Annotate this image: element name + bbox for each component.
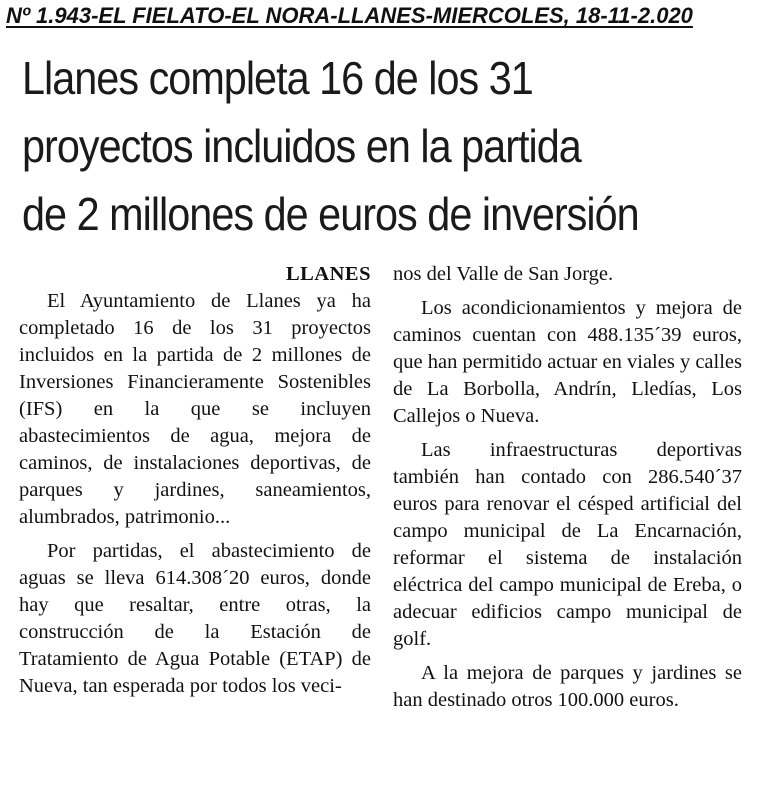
article-paragraph-continuation: nos del Valle de San Jorge. bbox=[393, 263, 614, 285]
headline-line-1: Llanes completa 16 de los 31 bbox=[22, 52, 533, 104]
article-paragraph: A la mejora de parques y jardines se han destinado otros 100.000 euros. bbox=[393, 662, 742, 711]
article-paragraph: Por partidas, el abastecimiento de aguas se lleva 614.308´20 euros, donde hay que resaltar, entre otras, la construcción de la Estación de Tratamiento de Agua Potable (ETAP) de Nueva, tan esperada por todos los veci- bbox=[19, 540, 371, 697]
masthead: Nº 1.943-EL FIELATO-EL NORA-LLANES-MIERCOLES, 18-11-2.020 bbox=[6, 3, 693, 28]
headline-line-3: de 2 millones de euros de inversión bbox=[22, 188, 639, 240]
article-column-right bbox=[393, 261, 742, 714]
byline: LLANES bbox=[285, 263, 371, 285]
article-column-left bbox=[19, 261, 371, 700]
article-paragraph: Las infraestructuras deportivas también han contado con 286.540´37 euros para renovar el césped artificial del campo municipal de La Encarnación, reformar el sistema de instalación eléctrica del campo municipal de Ereba, o adecuar edificios campo municipal de golf. bbox=[393, 439, 742, 650]
article-paragraph: El Ayuntamiento de Llanes ya ha completado 16 de los 31 proyectos incluidos en la partida de 2 millones de Inversiones Financieramente Sostenibles (IFS) en la que se incluyen abastecimientos de agua, mejora de caminos, de instalaciones deportivas, de parques y jardines, saneamientos, alumbrados, patrimonio... bbox=[19, 290, 371, 528]
article-paragraph: Los acondicionamientos y mejora de caminos cuentan con 488.135´39 euros, que han permitido actuar en viales y calles de La Borbolla, Andrín, Lledías, Los Callejos o Nueva. bbox=[393, 297, 742, 427]
headline-line-2: proyectos incluidos en la partida bbox=[22, 120, 581, 172]
headline bbox=[22, 44, 688, 248]
